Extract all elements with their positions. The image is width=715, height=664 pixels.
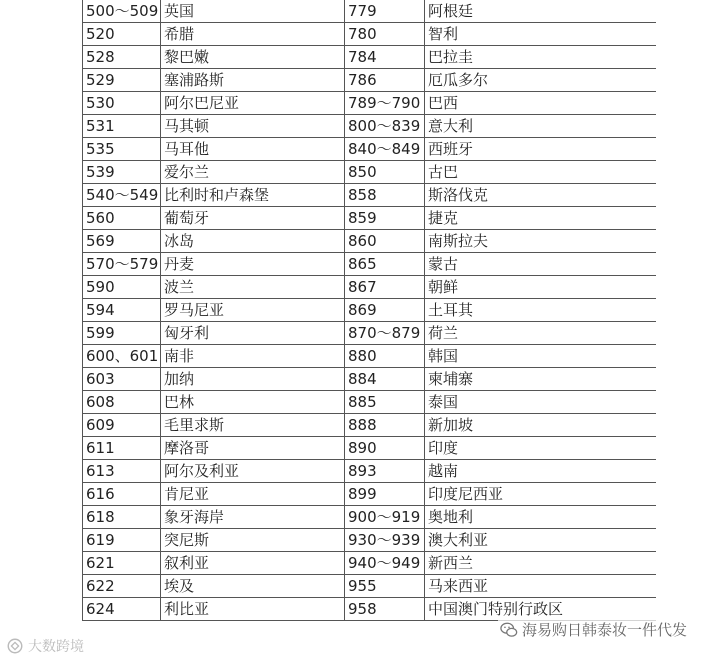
country-cell: 塞浦路斯 bbox=[161, 69, 345, 92]
code-cell: 789～790 bbox=[345, 92, 425, 115]
country-cell: 阿根廷 bbox=[425, 0, 657, 23]
code-cell: 569 bbox=[83, 230, 161, 253]
country-cell: 希腊 bbox=[161, 23, 345, 46]
country-cell: 加纳 bbox=[161, 368, 345, 391]
code-cell: 535 bbox=[83, 138, 161, 161]
country-cell: 意大利 bbox=[425, 115, 657, 138]
code-cell: 900～919 bbox=[345, 506, 425, 529]
code-cell: 540～549 bbox=[83, 184, 161, 207]
code-cell: 560 bbox=[83, 207, 161, 230]
country-cell: 智利 bbox=[425, 23, 657, 46]
table-row bbox=[83, 552, 657, 575]
code-cell: 880 bbox=[345, 345, 425, 368]
code-cell: 500～509 bbox=[83, 0, 161, 23]
code-cell: 870～879 bbox=[345, 322, 425, 345]
country-cell: 摩洛哥 bbox=[161, 437, 345, 460]
country-cell: 埃及 bbox=[161, 575, 345, 598]
code-cell: 890 bbox=[345, 437, 425, 460]
wechat-icon bbox=[500, 621, 518, 639]
code-cell: 867 bbox=[345, 276, 425, 299]
country-cell: 叙利亚 bbox=[161, 552, 345, 575]
country-cell: 泰国 bbox=[425, 391, 657, 414]
country-cell: 马来西亚 bbox=[425, 575, 657, 598]
country-cell: 韩国 bbox=[425, 345, 657, 368]
country-cell: 澳大利亚 bbox=[425, 529, 657, 552]
code-cell: 622 bbox=[83, 575, 161, 598]
table-row bbox=[83, 460, 657, 483]
country-cell: 柬埔寨 bbox=[425, 368, 657, 391]
code-cell: 530 bbox=[83, 92, 161, 115]
country-cell: 蒙古 bbox=[425, 253, 657, 276]
code-cell: 786 bbox=[345, 69, 425, 92]
country-cell: 波兰 bbox=[161, 276, 345, 299]
code-cell: 869 bbox=[345, 299, 425, 322]
country-cell: 黎巴嫩 bbox=[161, 46, 345, 69]
barcode-country-table-wrap bbox=[82, 0, 656, 634]
country-cell: 葡萄牙 bbox=[161, 207, 345, 230]
code-cell: 859 bbox=[345, 207, 425, 230]
country-cell: 巴拉圭 bbox=[425, 46, 657, 69]
code-cell: 599 bbox=[83, 322, 161, 345]
country-cell: 印度尼西亚 bbox=[425, 483, 657, 506]
country-cell: 越南 bbox=[425, 460, 657, 483]
country-cell: 匈牙利 bbox=[161, 322, 345, 345]
code-cell: 611 bbox=[83, 437, 161, 460]
code-cell: 528 bbox=[83, 46, 161, 69]
code-cell: 613 bbox=[83, 460, 161, 483]
country-cell: 阿尔及利亚 bbox=[161, 460, 345, 483]
country-cell: 新西兰 bbox=[425, 552, 657, 575]
country-cell: 荷兰 bbox=[425, 322, 657, 345]
code-cell: 539 bbox=[83, 161, 161, 184]
code-cell: 529 bbox=[83, 69, 161, 92]
country-cell: 罗马尼亚 bbox=[161, 299, 345, 322]
code-cell: 858 bbox=[345, 184, 425, 207]
code-cell: 958 bbox=[345, 598, 425, 621]
country-cell: 英国 bbox=[161, 0, 345, 23]
table-row bbox=[83, 506, 657, 529]
table-row bbox=[83, 23, 657, 46]
country-cell: 阿尔巴尼亚 bbox=[161, 92, 345, 115]
table-row bbox=[83, 437, 657, 460]
table-row bbox=[83, 230, 657, 253]
code-cell: 865 bbox=[345, 253, 425, 276]
country-cell: 比利时和卢森堡 bbox=[161, 184, 345, 207]
code-cell: 618 bbox=[83, 506, 161, 529]
country-cell: 肯尼亚 bbox=[161, 483, 345, 506]
code-cell: 616 bbox=[83, 483, 161, 506]
table-row bbox=[83, 575, 657, 598]
code-cell: 608 bbox=[83, 391, 161, 414]
table-row bbox=[83, 207, 657, 230]
country-cell: 丹麦 bbox=[161, 253, 345, 276]
wechat-watermark bbox=[498, 619, 689, 640]
toutiao-watermark-text: 大数跨境 bbox=[28, 639, 84, 655]
code-cell: 940～949 bbox=[345, 552, 425, 575]
code-cell: 624 bbox=[83, 598, 161, 621]
code-cell: 780 bbox=[345, 23, 425, 46]
country-cell: 朝鲜 bbox=[425, 276, 657, 299]
code-cell: 784 bbox=[345, 46, 425, 69]
code-cell: 850 bbox=[345, 161, 425, 184]
code-cell: 899 bbox=[345, 483, 425, 506]
country-cell: 土耳其 bbox=[425, 299, 657, 322]
code-cell: 520 bbox=[83, 23, 161, 46]
table-row bbox=[83, 368, 657, 391]
barcode-country-table bbox=[82, 0, 656, 621]
code-cell: 840～849 bbox=[345, 138, 425, 161]
country-cell: 爱尔兰 bbox=[161, 161, 345, 184]
code-cell: 800～839 bbox=[345, 115, 425, 138]
table-body bbox=[83, 0, 657, 621]
code-cell: 600、601 bbox=[83, 345, 161, 368]
country-cell: 马耳他 bbox=[161, 138, 345, 161]
code-cell: 930～939 bbox=[345, 529, 425, 552]
table-row bbox=[83, 138, 657, 161]
table-row bbox=[83, 598, 657, 621]
table-row bbox=[83, 253, 657, 276]
table-row bbox=[83, 46, 657, 69]
country-cell: 西班牙 bbox=[425, 138, 657, 161]
toutiao-icon bbox=[6, 637, 24, 655]
country-cell: 新加坡 bbox=[425, 414, 657, 437]
code-cell: 884 bbox=[345, 368, 425, 391]
table-row bbox=[83, 161, 657, 184]
country-cell: 毛里求斯 bbox=[161, 414, 345, 437]
table-row bbox=[83, 115, 657, 138]
table-row bbox=[83, 345, 657, 368]
code-cell: 570～579 bbox=[83, 253, 161, 276]
table-row bbox=[83, 414, 657, 437]
table-row bbox=[83, 0, 657, 23]
country-cell: 奥地利 bbox=[425, 506, 657, 529]
wechat-watermark-text: 海易购日韩泰妆一件代发 bbox=[521, 621, 687, 639]
country-cell: 象牙海岸 bbox=[161, 506, 345, 529]
table-row bbox=[83, 69, 657, 92]
country-cell: 厄瓜多尔 bbox=[425, 69, 657, 92]
code-cell: 860 bbox=[345, 230, 425, 253]
country-cell: 斯洛伐克 bbox=[425, 184, 657, 207]
code-cell: 955 bbox=[345, 575, 425, 598]
country-cell: 巴林 bbox=[161, 391, 345, 414]
country-cell: 利比亚 bbox=[161, 598, 345, 621]
country-cell: 南斯拉夫 bbox=[425, 230, 657, 253]
table-row bbox=[83, 276, 657, 299]
country-cell: 古巴 bbox=[425, 161, 657, 184]
table-row bbox=[83, 92, 657, 115]
code-cell: 779 bbox=[345, 0, 425, 23]
code-cell: 609 bbox=[83, 414, 161, 437]
country-cell: 南非 bbox=[161, 345, 345, 368]
table-row bbox=[83, 483, 657, 506]
code-cell: 885 bbox=[345, 391, 425, 414]
table-row bbox=[83, 322, 657, 345]
country-cell: 印度 bbox=[425, 437, 657, 460]
code-cell: 531 bbox=[83, 115, 161, 138]
toutiao-watermark bbox=[6, 636, 84, 656]
country-cell: 马其顿 bbox=[161, 115, 345, 138]
code-cell: 594 bbox=[83, 299, 161, 322]
table-row bbox=[83, 184, 657, 207]
code-cell: 888 bbox=[345, 414, 425, 437]
country-cell: 冰岛 bbox=[161, 230, 345, 253]
code-cell: 619 bbox=[83, 529, 161, 552]
table-row bbox=[83, 391, 657, 414]
country-cell: 中国澳门特别行政区 bbox=[425, 598, 657, 621]
code-cell: 603 bbox=[83, 368, 161, 391]
code-cell: 621 bbox=[83, 552, 161, 575]
table-row bbox=[83, 299, 657, 322]
country-cell: 巴西 bbox=[425, 92, 657, 115]
country-cell: 捷克 bbox=[425, 207, 657, 230]
table-row bbox=[83, 529, 657, 552]
code-cell: 893 bbox=[345, 460, 425, 483]
code-cell: 590 bbox=[83, 276, 161, 299]
country-cell: 突尼斯 bbox=[161, 529, 345, 552]
